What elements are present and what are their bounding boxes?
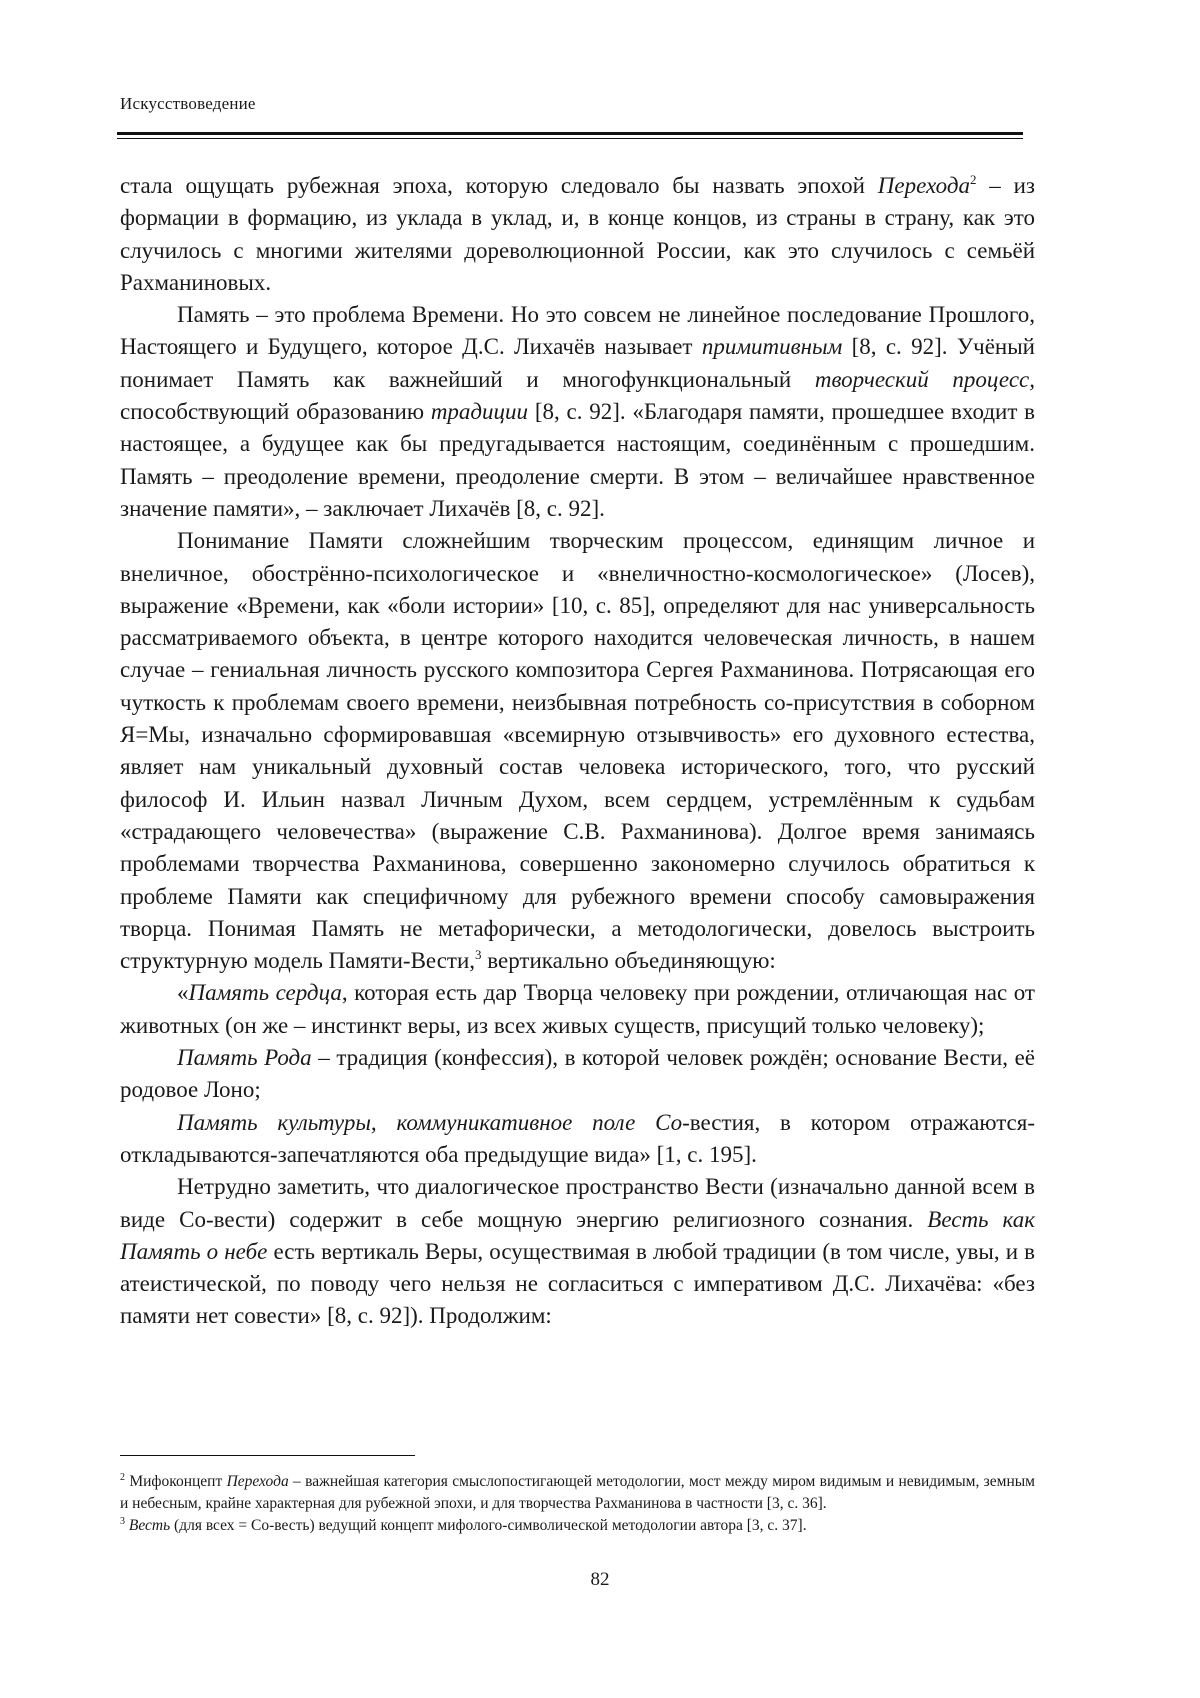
header-rule-thick	[117, 132, 1023, 135]
paragraph-7	[120, 1171, 1035, 1332]
footnote-3	[120, 1515, 1035, 1537]
text-run: – традиция (конфессия), в которой человек рождён; основание Вести, её родовое Лоно;	[120, 1045, 1035, 1103]
text-run: [8, с. 92]. Учёный понимает Память как важнейший и многофункциональный	[120, 334, 1035, 392]
italic-term: Память Рода	[177, 1045, 312, 1071]
footnote-number: 2	[120, 1472, 125, 1483]
text-run: Мифоконцепт	[125, 1473, 227, 1490]
text-run: Понимание Памяти сложнейшим творческим процессом, единящим личное и внеличное, обострённо-психологическое и «внеличностно-космологическое» (Лосев), выражение «Времени, как «боли истории» [10, с. 85], определяют для нас универсальность рассматриваемого объекта, в центре которого находится человеческая личность, в нашем случае – гениальная личность русского композитора Сергея Рахманинова. Потрясающая его чуткость к проблемам своего времени, неизбывная потребность со-присутствия в соборном Я=Мы, изначально сформировавшая «всемирную отзывчивость» его духовного естества, являет нам уникальный духовный состав человека исторического, того, что русский философ И. Ильин назвал Личным Духом, всем сердцем, устремлённым к судьбам «страдающего человечества» (выражение С.В. Рахманинова). Долгое время занимаясь проблемами творчества Рахманинова, совершенно закономерно случилось обратиться к проблеме Памяти как специфичному для рубежного времени способу самовыражения творца. Понимая Память не метафорически, а методологически, довелось выстроить структурную модель Памяти-Вести,	[120, 528, 1035, 974]
italic-term: Память культуры, коммуникативное поле Со	[177, 1109, 683, 1135]
text-run: – важнейшая категория смыслопостигающей методологии, мост между миром видимым и невидимым, земным и небесным, крайне характерная для рубежной эпохи, и для творчества Рахманинова в частности [3, с. 36].	[120, 1473, 1035, 1512]
text-run: – из формации в формацию, из уклада в уклад, и, в конце концов, из страны в страну, как это случилось с многими жителями дореволюционной России, как это случилось с семьёй Рахманиновых.	[120, 173, 1035, 295]
page-number: 82	[590, 1569, 610, 1590]
footnote-2	[120, 1471, 1035, 1515]
text-run: -вестия, в котором отражаются-откладываются-запечатляются оба предыдущие вида» [1, с. 195].	[120, 1109, 1035, 1167]
text-run: (для всех = Со-весть) ведущий концепт мифолого-символической методологии автора [3, с. 37].	[170, 1517, 807, 1534]
paragraph-4	[120, 977, 1035, 1042]
text-run: вертикально объединяющую:	[481, 948, 776, 974]
paragraph-5	[120, 1042, 1035, 1107]
footnote-ref-2[interactable]: 2	[969, 172, 977, 187]
text-run: «	[177, 980, 189, 1006]
footnote-ref-3[interactable]: 3	[475, 947, 482, 963]
text-run: Память – это проблема Времени. Но это совсем не линейное последование Прошлого, Настоящего и Будущего, которое Д.С. Лихачёв называет	[120, 302, 1035, 360]
text-run: стала ощущать рубежная эпоха, которую следовало бы назвать эпохой	[120, 173, 878, 198]
italic-term: Память сердца	[188, 980, 342, 1006]
header-rule-thin	[117, 138, 1023, 139]
italic-term: примитивным	[701, 334, 843, 360]
text-run: , которая есть дар Творца человеку при рождении, отличающая нас от животных (он же – инстинкт веры, из всех живых существ, присущий только человеку);	[120, 980, 1035, 1038]
text-run: способствующий образованию	[120, 399, 431, 425]
text-run: есть вертикаль Веры, осуществимая в любой традиции (в том числе, увы, и в атеистической, по поводу чего нельзя не согласиться с императивом Д.С. Лихачёва: «без памяти нет совести» [8, с. 92]). Продолжим:	[120, 1238, 1035, 1329]
footnote-rule	[120, 1455, 415, 1456]
italic-term: Перехода	[877, 173, 970, 198]
text-run: Нетрудно заметить, что диалогическое пространство Вести (изначально данной всем в виде Со-вести) содержит в себе мощную энергию религиозного сознания.	[120, 1174, 1035, 1232]
main-text	[120, 170, 1035, 1333]
paragraph-2	[120, 299, 1035, 525]
italic-term: Перехода	[226, 1473, 289, 1490]
paragraph-1	[120, 170, 1035, 299]
italic-term: Весть как Память о небе	[120, 1206, 1035, 1264]
italic-term: традиции	[430, 399, 529, 425]
footnote-number: 3	[120, 1516, 125, 1527]
text-run: [8, с. 92]. «Благодаря памяти, прошедшее входит в настоящее, а будущее как бы предугадывается настоящим, соединённым с прошедшим. Память – преодоление времени, преодоление смерти. В этом – величайшее нравственное значение памяти», – заключает Лихачёв [8, с. 92].	[120, 399, 1035, 521]
paragraph-3	[120, 525, 1035, 977]
italic-term: творческий процесс,	[814, 366, 1035, 392]
footnotes	[120, 1471, 1035, 1537]
italic-term: Весть	[128, 1517, 171, 1534]
running-title: Искусствоведение	[120, 94, 256, 113]
paragraph-6	[120, 1107, 1035, 1172]
